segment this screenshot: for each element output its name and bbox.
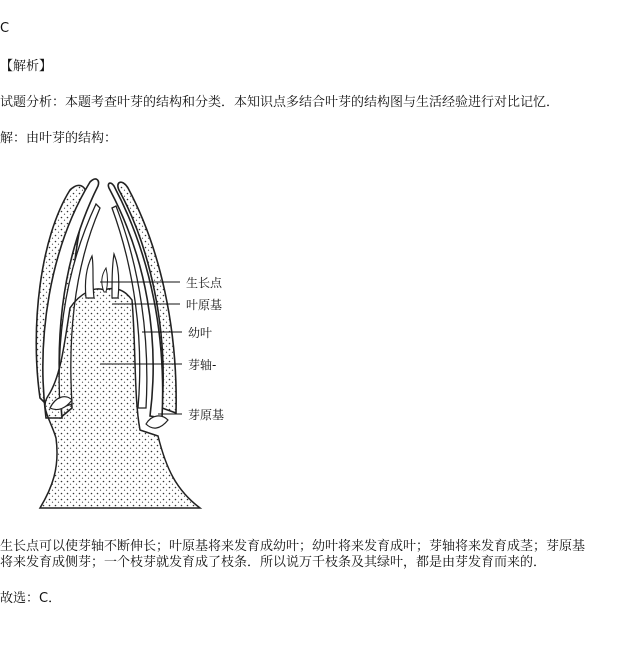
leaf-bud-figure (0, 168, 240, 516)
bud-primordium-right (146, 416, 168, 428)
analysis-text: 试题分析：本题考查叶芽的结构和分类．本知识点多结合叶芽的结构图与生活经验进行对比记忆． (0, 95, 560, 110)
leaf-bud-diagram (0, 168, 240, 516)
conclusion-line-2: 将来发育成侧芽；一个枝芽就发育成了枝条．所以说万千枝条及其绿叶，都是由芽发育而来的． (0, 555, 547, 570)
analysis-heading: 【解析】 (0, 59, 53, 74)
intro-text: 解：由叶芽的结构： (0, 131, 118, 146)
leaf-primordium-left (85, 256, 94, 298)
growth-point-shape (102, 268, 108, 292)
answer-text: C (0, 21, 10, 36)
label-bud-primordium: 芽原基 (188, 408, 225, 422)
leaf-primordium-right (112, 254, 119, 298)
label-young-leaf: 幼叶 (188, 326, 213, 340)
label-leaf-primordium: 叶原基 (186, 298, 223, 312)
label-bud-axis: 芽轴- (188, 358, 217, 372)
conclusion-line-1: 生长点可以使芽轴不断伸长；叶原基将来发育成幼叶；幼叶将来发育成叶；芽轴将来发育成茎；芽原基 (0, 539, 586, 554)
label-growth-point: 生长点 (186, 276, 223, 290)
final-answer: 故选：C． (0, 591, 62, 606)
